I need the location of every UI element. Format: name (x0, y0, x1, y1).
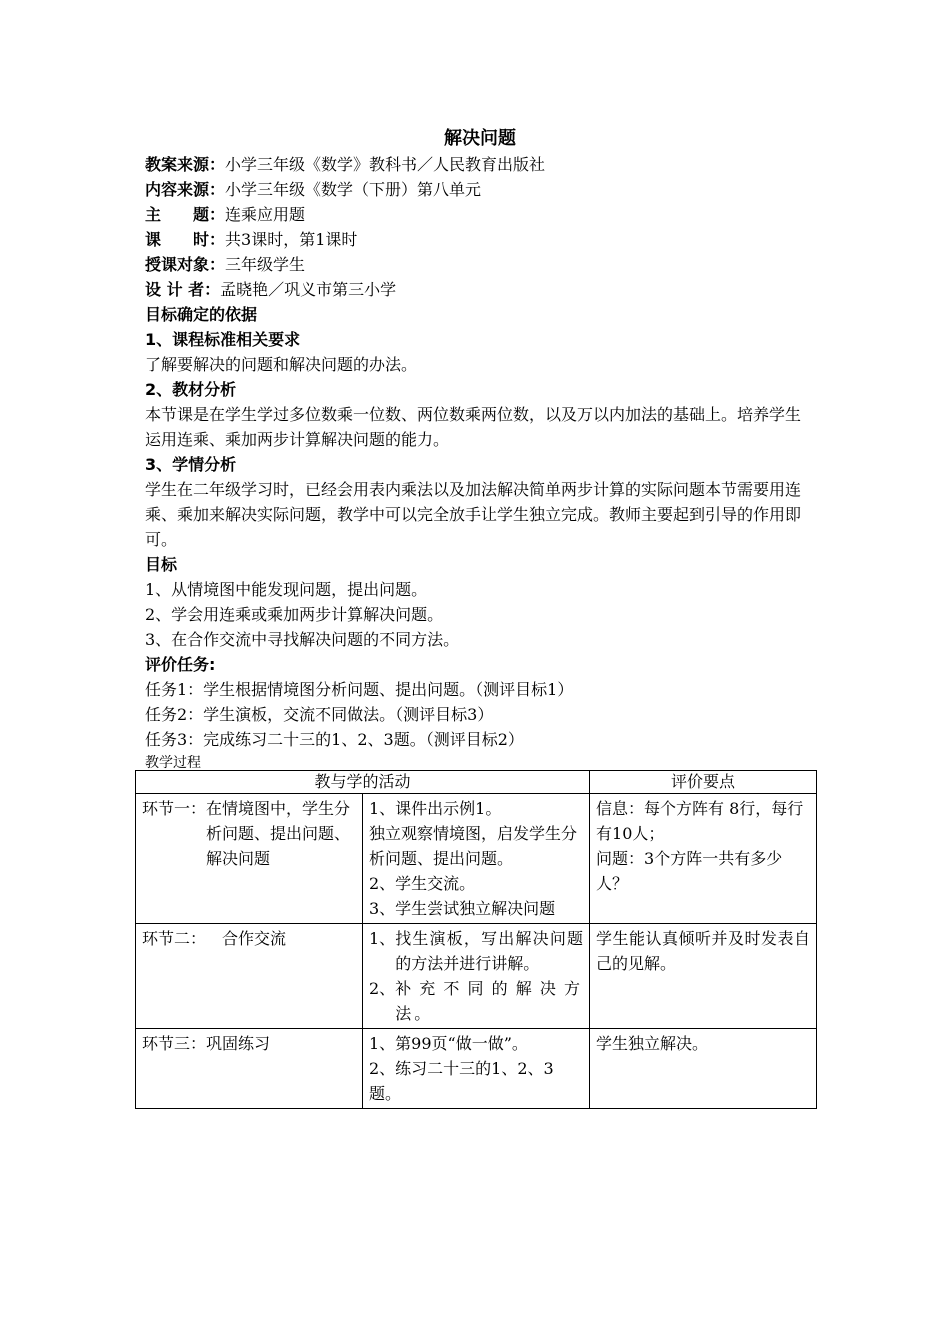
stage-cell (136, 924, 363, 1029)
section-heading-standards: 1、课程标准相关要求 (145, 330, 301, 349)
activity-cell (363, 794, 590, 924)
goal-item: 2、学会用连乘或乘加两步计算解决问题。 (145, 605, 444, 624)
section-heading-textbook: 2、教材分析 (145, 380, 237, 399)
goals-heading: 目标 (145, 555, 178, 574)
table-row (136, 794, 817, 924)
header-activity: 教与学的活动 (136, 771, 590, 794)
section-heading-learners: 3、学情分析 (145, 455, 237, 474)
eval-cell (590, 794, 817, 924)
meta-label: 设 计 者： (145, 280, 221, 299)
goal-item: 3、在合作交流中寻找解决问题的不同方法。 (145, 630, 460, 649)
table-row (136, 1029, 817, 1109)
activity-cell (363, 1029, 590, 1109)
stage-cell (136, 794, 363, 924)
activity-line: 2、学生交流。 (369, 874, 476, 893)
meta-topic (145, 202, 815, 227)
activity-item-number: 1、 (369, 929, 396, 948)
activity-item-number: 2、 (369, 979, 396, 998)
activity-cell (363, 924, 590, 1029)
task-item: 任务1：学生根据情境图分析问题、提出问题。（测评目标1） (145, 680, 574, 699)
activity-item-text: 找生演板，写出解决问题的方法并进行讲解。 (395, 929, 584, 973)
meta-designer (145, 277, 815, 302)
meta-label: 授课对象： (145, 255, 226, 274)
meta-audience (145, 252, 815, 277)
task-item: 任务2：学生演板，交流不同做法。（测评目标3） (145, 705, 494, 724)
stage-label: 环节一： (142, 799, 207, 818)
meta-value: 小学三年级《数学（下册）第八单元 (225, 180, 482, 199)
document-title: 解决问题 (444, 128, 516, 149)
eval-line: 学生独立解决。 (596, 1034, 709, 1053)
meta-value: 小学三年级《数学》教科书／人民教育出版社 (225, 155, 546, 174)
stage (142, 926, 356, 951)
tasks-heading: 评价任务: (145, 655, 216, 674)
meta-label: 主 题： (145, 205, 226, 224)
meta-source (145, 152, 815, 177)
activity-line: 1、课件出示例1。 (369, 799, 502, 818)
activity-line: 独立观察情境图，启发学生分析问题、提出问题。 (369, 824, 578, 868)
activity-item (369, 926, 583, 976)
activity-line: 2、练习二十三的1、2、3题。 (369, 1059, 554, 1103)
process-label: 教学过程 (145, 755, 201, 771)
eval-cell (590, 1029, 817, 1109)
meta-content (145, 177, 815, 202)
stage (142, 796, 356, 871)
teaching-process-table (135, 770, 817, 1109)
meta-value: 三年级学生 (225, 255, 306, 274)
eval-cell (590, 924, 817, 1029)
meta-label: 内容来源： (145, 180, 226, 199)
task-item: 任务3：完成练习二十三的1、2、3题。（测评目标2） (145, 730, 524, 749)
meta-periods (145, 227, 815, 252)
stage-text: 在情境图中，学生分析问题、提出问题、解决问题 (206, 799, 351, 868)
stage-label: 环节二： (142, 929, 207, 948)
lesson-plan-document (145, 126, 815, 774)
meta-value: 连乘应用题 (225, 205, 306, 224)
table-header-row (136, 771, 817, 794)
header-eval: 评价要点 (590, 771, 817, 794)
table-row (136, 924, 817, 1029)
eval-line: 信息：每个方阵有 8行，每行有10人； (596, 799, 804, 843)
goal-item: 1、从情境图中能发现问题，提出问题。 (145, 580, 428, 599)
meta-label: 教案来源： (145, 155, 226, 174)
section-text-standards: 了解要解决的问题和解决问题的办法。 (145, 355, 418, 374)
eval-line: 学生能认真倾听并及时发表自己的见解。 (596, 929, 811, 973)
stage-cell (136, 1029, 363, 1109)
basis-heading: 目标确定的依据 (145, 305, 258, 324)
activity-item-text: 补充不同的解决方法。 (395, 979, 584, 1023)
stage-label: 环节三： (142, 1034, 207, 1053)
activity-line: 1、第99页“做一做”。 (369, 1034, 528, 1053)
stage-text: 合作交流 (206, 929, 287, 948)
stage-text: 巩固练习 (206, 1034, 271, 1053)
section-text-learners: 学生在二年级学习时，已经会用表内乘法以及加法解决简单两步计算的实际问题本节需要用连乘、乘加来解决实际问题，教学中可以完全放手让学生独立完成。教师主要起到引导的作用即可。 (145, 480, 802, 549)
activity-item (369, 976, 583, 1026)
activity-line: 3、学生尝试独立解决问题 (369, 899, 556, 918)
meta-value: 孟晓艳／巩义市第三小学 (220, 280, 397, 299)
meta-label: 课 时： (145, 230, 226, 249)
stage (142, 1031, 356, 1056)
section-text-textbook: 本节课是在学生学过多位数乘一位数、两位数乘两位数，以及万以内加法的基础上。培养学生运用连乘、乘加两步计算解决问题的能力。 (145, 405, 802, 449)
eval-line: 问题：3个方阵一共有多少人？ (596, 849, 783, 893)
meta-value: 共3课时，第1课时 (225, 230, 358, 249)
